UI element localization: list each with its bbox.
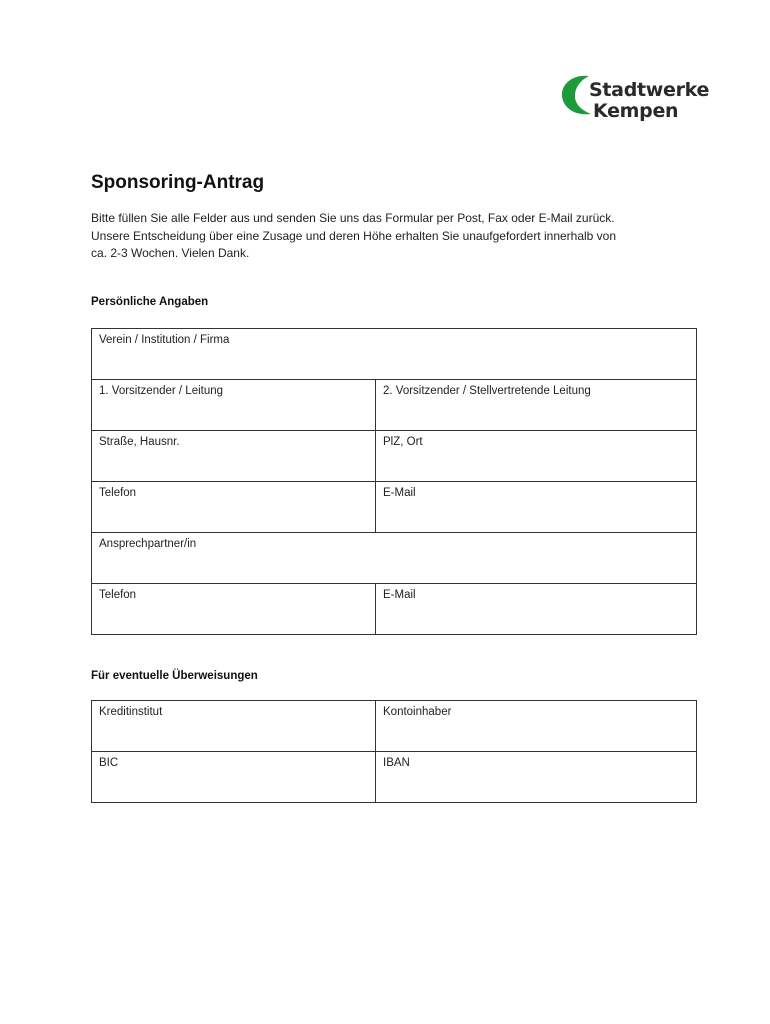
field-label: Kontoinhaber (383, 706, 452, 718)
intro-paragraph (91, 210, 691, 263)
table-row (92, 752, 697, 803)
table-row (92, 431, 697, 482)
table-row (92, 533, 697, 584)
telefon-field[interactable] (92, 482, 376, 533)
intro-line: Bitte füllen Sie alle Felder aus und senden Sie uns das Formular per Post, Fax oder E-Mail zurück. (91, 211, 615, 225)
email-field[interactable] (376, 482, 697, 533)
field-label: Telefon (99, 589, 137, 601)
logo-line-1: Stadtwerke (589, 79, 710, 101)
kontoinhaber-field[interactable] (376, 701, 697, 752)
verein-field[interactable] (92, 329, 697, 380)
field-label: Ansprechpartner/in (99, 538, 197, 550)
bank-data-table (91, 700, 697, 803)
field-label: Straße, Hausnr. (99, 436, 180, 448)
section-heading-personal: Persönliche Angaben (91, 296, 209, 308)
page-title: Sponsoring-Antrag (91, 172, 265, 193)
table-row (92, 701, 697, 752)
logo-wordmark (589, 80, 709, 122)
plz-ort-field[interactable] (376, 431, 697, 482)
bic-field[interactable] (92, 752, 376, 803)
field-label: Verein / Institution / Firma (99, 334, 230, 346)
field-label: Telefon (99, 487, 137, 499)
field-label: E-Mail (383, 589, 416, 601)
ansprechpartner-field[interactable] (92, 533, 697, 584)
field-label: IBAN (383, 757, 410, 769)
stadtwerke-kempen-logo (559, 70, 710, 124)
table-row (92, 380, 697, 431)
table-row (92, 584, 697, 635)
contact-telefon-field[interactable] (92, 584, 376, 635)
field-label: 2. Vorsitzender / Stellvertretende Leitung (383, 385, 591, 397)
field-label: Kreditinstitut (99, 706, 163, 718)
vorsitzender-1-field[interactable] (92, 380, 376, 431)
table-row (92, 329, 697, 380)
intro-line: Unsere Entscheidung über eine Zusage und deren Höhe erhalten Sie unaufgefordert innerhalb von (91, 228, 617, 243)
section-heading-bank: Für eventuelle Überweisungen (91, 670, 258, 682)
table-row (92, 482, 697, 533)
personal-data-table (91, 328, 697, 635)
logo-line-2: Kempen (593, 100, 679, 122)
field-label: E-Mail (383, 487, 416, 499)
vorsitzender-2-field[interactable] (376, 380, 697, 431)
field-label: BIC (99, 757, 119, 769)
contact-email-field[interactable] (376, 584, 697, 635)
field-label: 1. Vorsitzender / Leitung (99, 385, 224, 397)
field-label: PlZ, Ort (383, 436, 423, 448)
iban-field[interactable] (376, 752, 697, 803)
strasse-field[interactable] (92, 431, 376, 482)
kreditinstitut-field[interactable] (92, 701, 376, 752)
intro-line: ca. 2-3 Wochen. Vielen Dank. (91, 246, 250, 260)
